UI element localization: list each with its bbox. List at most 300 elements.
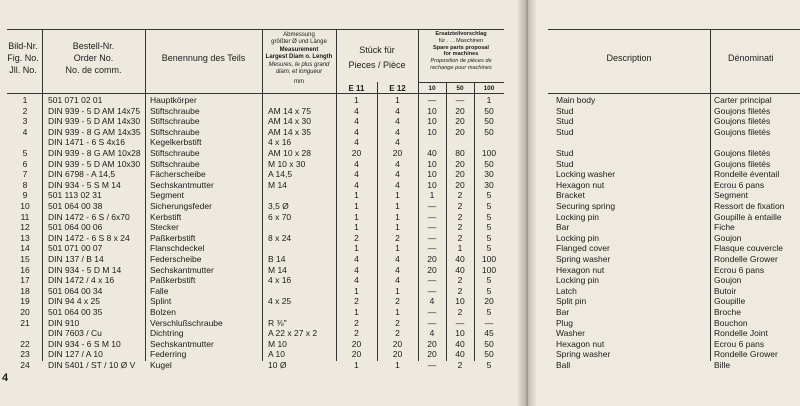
denomination-cell: Ecrou 6 pans	[714, 338, 765, 349]
table-row	[0, 275, 520, 285]
spare-10-cell: 1	[429, 190, 435, 201]
qty-e11-cell: 2	[354, 232, 359, 243]
qty-e12-cell: 1	[395, 211, 400, 222]
spare-10-cell: 20	[427, 349, 437, 360]
part-name-cell: Federscheibe	[150, 254, 202, 264]
spare-50-cell: 2	[457, 201, 463, 211]
table-row	[0, 116, 520, 126]
measure-cell: 4 x 16	[268, 137, 292, 148]
header-stueck	[336, 44, 418, 71]
qty-e12-cell: 2	[395, 232, 400, 243]
order-nr-cell: 501 064 00 34	[48, 285, 103, 296]
spare-50-cell: 20	[455, 179, 465, 190]
translation-row	[536, 137, 800, 147]
translation-row	[536, 201, 800, 211]
spare-10-cell: —	[427, 275, 437, 286]
table-row	[0, 360, 520, 370]
description-cell: Spring washer	[556, 349, 611, 360]
qty-e11-cell: 1	[354, 211, 359, 222]
part-name-cell: Dichtring	[150, 328, 184, 339]
spare-10-cell: 4	[429, 328, 435, 339]
table-row	[0, 148, 520, 158]
spare-100-cell: 100	[481, 148, 497, 158]
measure-cell: B 14	[268, 254, 286, 264]
rule-qty-split	[418, 82, 504, 83]
denomination-cell: Goupille	[714, 296, 746, 307]
header-stueck-en: Pieces / Pièce	[348, 60, 406, 70]
table-row	[0, 307, 520, 317]
table-row	[0, 349, 520, 359]
order-nr-cell: DIN 934 - 6 S M 10	[48, 338, 121, 349]
spare-50-cell: 20	[455, 105, 465, 116]
header-ersatz-1: Ersatzteilvorschlag	[435, 31, 487, 37]
spare-100-cell: 50	[484, 105, 494, 116]
translation-row	[536, 95, 800, 105]
header-ersatz-6: rechange pour machines	[430, 64, 492, 71]
qty-e12-cell: 4	[395, 158, 400, 169]
qty-e11-cell: 2	[354, 317, 359, 328]
qty-e11-cell: 1	[354, 222, 359, 233]
denomination-cell: Goujons filetés	[714, 126, 771, 137]
translation-row	[536, 222, 800, 232]
order-nr-cell: DIN 939 - 5 D AM 14x75	[48, 105, 141, 116]
table-row	[0, 339, 520, 349]
denomination-cell: Broche	[714, 307, 741, 317]
spare-10-cell: —	[427, 201, 437, 211]
order-nr-cell: DIN 1472 / 4 x 16	[48, 275, 115, 286]
table-row	[0, 212, 520, 222]
part-name-cell: Kegelkerbstift	[150, 137, 202, 148]
qty-e12-cell: 1	[395, 243, 400, 254]
part-name-cell: Sechskantmutter	[150, 338, 214, 349]
order-nr-cell: DIN 934 - 5 S M 14	[48, 179, 121, 190]
spare-100-cell: 5	[486, 201, 492, 211]
spare-100-cell: 100	[481, 264, 497, 275]
page-number: 4	[2, 372, 9, 384]
translation-row	[536, 127, 800, 137]
qty-e11-cell: 1	[354, 307, 359, 317]
table-row	[0, 180, 520, 190]
order-nr-cell: DIN 7603 / Cu	[48, 328, 102, 339]
translation-row	[536, 318, 800, 328]
spare-100-cell: 30	[484, 179, 494, 190]
bild-nr-cell: 7	[22, 169, 28, 180]
order-nr-cell: DIN 1472 - 6 S 8 x 24	[48, 232, 130, 243]
spare-100-cell: 50	[484, 349, 494, 360]
qty-e11-cell: 1	[354, 243, 359, 254]
description-cell: Flanged cover	[556, 243, 610, 254]
translation-row	[536, 265, 800, 275]
header-bestell-nr	[42, 40, 145, 76]
rule-header-bottom	[7, 93, 504, 94]
header-ersatz-2: für . . . Maschinen	[438, 37, 484, 44]
measure-cell: 8 x 24	[268, 232, 292, 243]
spare-100-cell: 30	[484, 169, 494, 180]
description-cell: Plug	[556, 317, 574, 328]
header-abmessung-5: Mesures, le plus grand	[268, 61, 330, 68]
description-cell: Spring washer	[556, 254, 611, 264]
description-cell: Stud	[556, 105, 574, 116]
header-abmessung-3: Measurement	[279, 46, 319, 53]
spare-100-cell: 5	[486, 232, 492, 243]
measure-cell: M 14	[268, 264, 287, 275]
order-nr-cell: DIN 939 - 8 G AM 14x35	[48, 126, 141, 137]
order-nr-cell: 501 113 02 31	[48, 190, 102, 201]
order-nr-cell: DIN 939 - 5 D AM 14x30	[48, 116, 141, 127]
measure-cell: M 10 x 30	[268, 158, 306, 169]
translation-row	[536, 296, 800, 306]
bild-nr-cell: 19	[20, 296, 30, 307]
qty-e11-cell: 4	[354, 116, 359, 127]
spare-100-cell: 50	[484, 158, 494, 169]
qty-e11-cell: 1	[354, 190, 359, 201]
table-row	[0, 233, 520, 243]
description-cell: Ball	[556, 360, 571, 370]
part-name-cell: Sicherungsfeder	[150, 201, 212, 211]
bild-nr-cell: 4	[22, 126, 28, 137]
spare-50-cell: 2	[457, 275, 463, 286]
spare-100-cell: 45	[484, 328, 494, 339]
order-nr-cell: 501 064 00 35	[48, 307, 103, 317]
spare-10-cell: —	[427, 222, 437, 233]
description-cell: Main body	[556, 95, 596, 105]
header-qty-100: 100	[483, 85, 495, 92]
spare-100-cell: 5	[486, 285, 492, 296]
spare-100-cell: 100	[481, 254, 497, 264]
order-nr-cell: DIN 6798 - A 14,5	[48, 169, 116, 180]
measure-cell: A 22 x 27 x 2	[268, 328, 318, 339]
qty-e11-cell: 1	[354, 285, 359, 296]
denomination-cell: Rondelle Grower	[714, 254, 778, 264]
header-abmessung-1: Abmessung	[283, 32, 315, 38]
description-cell: Securing spring	[556, 201, 616, 211]
denomination-cell: Segment	[714, 190, 749, 201]
qty-e11-cell: 1	[354, 201, 359, 211]
measure-cell: AM 14 x 75	[268, 105, 311, 116]
table-row	[0, 169, 520, 179]
bild-nr-cell: 12	[20, 222, 30, 233]
qty-e11-cell: 4	[354, 105, 359, 116]
description-cell: Locking pin	[556, 232, 600, 243]
measure-cell: 3,5 Ø	[268, 201, 289, 211]
part-name-cell: Federring	[150, 349, 187, 360]
measure-cell: A 10	[268, 349, 286, 360]
qty-e11-cell: 4	[354, 275, 359, 286]
translation-row	[536, 159, 800, 169]
part-name-cell: Sechskantmutter	[150, 179, 214, 190]
description-cell: Bracket	[556, 190, 585, 201]
denomination-cell: Rondelle éventail	[714, 169, 780, 180]
translation-row	[536, 328, 800, 338]
bild-nr-cell: 8	[22, 179, 28, 190]
header-bild-nr-en: Fig. No.	[7, 53, 39, 63]
qty-e11-cell: 2	[354, 328, 359, 339]
description-cell: Washer	[556, 328, 585, 339]
measure-cell: 4 x 16	[268, 275, 292, 286]
part-name-cell: Falle	[150, 285, 169, 296]
qty-e11-cell: 20	[351, 148, 362, 158]
measure-cell: 4 x 25	[268, 296, 292, 307]
qty-e12-cell: 2	[395, 328, 400, 339]
qty-e11-cell: 4	[354, 169, 359, 180]
spare-50-cell: 20	[455, 169, 465, 180]
spare-100-cell: —	[484, 317, 494, 328]
spare-10-cell: 20	[427, 264, 437, 275]
spare-50-cell: 40	[455, 338, 465, 349]
description-cell: Stud	[556, 126, 574, 137]
right-page	[536, 0, 800, 406]
qty-e12-cell: 4	[395, 169, 400, 180]
right-rule-top	[548, 29, 800, 30]
header-description: Description	[606, 53, 652, 63]
table-row	[0, 106, 520, 116]
spare-100-cell: 5	[486, 211, 492, 222]
part-name-cell: Paßkerbstift	[150, 232, 196, 243]
bild-nr-cell: 11	[20, 211, 30, 222]
translation-row	[536, 190, 800, 200]
part-name-cell: Bolzen	[150, 307, 176, 317]
translation-row	[536, 243, 800, 253]
part-name-cell: Sechskantmutter	[150, 264, 214, 275]
header-e12: E 12	[389, 84, 406, 93]
translation-row	[536, 254, 800, 264]
header-ersatz-3: Spare parts proposal	[433, 44, 489, 51]
qty-e12-cell: 4	[395, 137, 400, 148]
part-name-cell: Stiftschraube	[150, 105, 200, 116]
header-bestell-nr-en: Order No.	[73, 53, 114, 63]
qty-e12-cell: 4	[395, 264, 400, 275]
bild-nr-cell: 21	[20, 317, 30, 328]
qty-e12-cell: 20	[392, 148, 403, 158]
qty-e11-cell: 4	[354, 158, 359, 169]
qty-e11-cell: 20	[351, 338, 362, 349]
order-nr-cell: DIN 939 - 5 D AM 10x30	[48, 158, 141, 169]
qty-e11-cell: 4	[354, 179, 359, 190]
table-row	[0, 296, 520, 306]
spare-10-cell: 4	[429, 296, 435, 307]
measure-cell: AM 14 x 30	[268, 116, 311, 127]
right-rule-header-bottom	[548, 93, 800, 94]
spare-10-cell: 10	[427, 169, 437, 180]
spare-10-cell: 10	[427, 126, 437, 137]
table-row	[0, 137, 520, 147]
qty-e11-cell: 4	[354, 137, 359, 148]
spare-50-cell: 40	[455, 349, 465, 360]
denomination-cell: Bille	[714, 360, 731, 370]
spare-10-cell: 10	[427, 116, 437, 127]
bild-nr-cell: 9	[22, 190, 28, 201]
spare-50-cell: 20	[455, 126, 465, 137]
header-ersatz-5: Proposition de pièces de	[430, 58, 492, 65]
table-row	[0, 286, 520, 296]
description-cell: Bar	[556, 307, 570, 317]
spare-100-cell: 1	[486, 95, 492, 105]
translation-row	[536, 169, 800, 179]
spare-100-cell: 5	[486, 243, 492, 254]
order-nr-cell: DIN 127 / A 10	[48, 349, 103, 360]
part-name-cell: Stiftschraube	[150, 148, 200, 158]
part-name-cell: Segment	[150, 190, 185, 201]
spare-50-cell: 2	[457, 232, 463, 243]
bild-nr-cell: 20	[20, 307, 30, 317]
qty-e12-cell: 4	[395, 179, 400, 190]
denomination-cell: Goujons filetés	[714, 148, 771, 158]
order-nr-cell: DIN 910	[48, 317, 80, 328]
translation-row	[536, 116, 800, 126]
qty-e11-cell: 4	[354, 126, 359, 137]
denomination-cell: Goujon	[714, 232, 742, 243]
spare-50-cell: 2	[457, 222, 463, 233]
table-row	[0, 190, 520, 200]
qty-e12-cell: 1	[395, 201, 400, 211]
bild-nr-cell: 17	[20, 275, 30, 286]
table-row	[0, 318, 520, 328]
header-abmessung-6: diam, et longueur	[275, 69, 323, 76]
description-cell: Hexagon nut	[556, 338, 605, 349]
spare-100-cell: 5	[486, 307, 492, 317]
rule-top	[7, 29, 504, 30]
spare-50-cell: 2	[457, 190, 463, 201]
description-cell: Bar	[556, 222, 570, 233]
measure-cell: 6 x 70	[268, 211, 292, 222]
denomination-cell: Flasque couvercle	[714, 243, 783, 254]
denomination-cell: Goujons filetés	[714, 116, 771, 127]
translation-row	[536, 307, 800, 317]
table-row	[0, 222, 520, 232]
qty-e12-cell: 4	[395, 116, 400, 127]
translation-row	[536, 339, 800, 349]
spare-50-cell: 20	[455, 158, 465, 169]
denomination-cell: Goujon	[714, 275, 742, 286]
spare-100-cell: 5	[486, 222, 492, 233]
spare-100-cell: 20	[484, 296, 494, 307]
spare-50-cell: 2	[457, 285, 463, 296]
denomination-cell: Bouchon	[714, 317, 748, 328]
header-abmessung-unit: mm	[294, 79, 304, 86]
spare-100-cell: 5	[486, 360, 492, 370]
qty-e11-cell: 20	[351, 349, 362, 360]
qty-e11-cell: 1	[354, 360, 359, 370]
header-benennung: Benennung des Teils	[161, 53, 246, 63]
order-nr-cell: DIN 5401 / ST / 10 Ø V	[48, 360, 136, 370]
qty-e12-cell: 4	[395, 254, 400, 264]
part-name-cell: Hauptkörper	[150, 95, 197, 105]
spare-50-cell: 2	[457, 211, 463, 222]
header-bild-nr	[4, 40, 42, 76]
denomination-cell: Ressort de fixation	[714, 201, 785, 211]
part-name-cell: Kugel	[150, 360, 172, 370]
order-nr-cell: 501 064 00 38	[48, 201, 103, 211]
denomination-cell: Goujons filetés	[714, 105, 771, 116]
spare-100-cell: 50	[484, 126, 494, 137]
order-nr-cell: 501 071 02 01	[48, 95, 103, 105]
header-denomination: Dénominati	[728, 53, 774, 63]
description-cell: Hexagon nut	[556, 179, 605, 190]
spare-10-cell: —	[427, 307, 437, 317]
translation-row	[536, 180, 800, 190]
denomination-cell: Fiche	[714, 222, 735, 233]
order-nr-cell: 501 071 00 07	[48, 243, 103, 254]
translation-row	[536, 360, 800, 370]
spare-50-cell: 40	[455, 264, 465, 275]
qty-e12-cell: 1	[395, 285, 400, 296]
qty-e11-cell: 4	[354, 254, 359, 264]
bild-nr-cell: 23	[20, 349, 30, 360]
qty-e12-cell: 4	[395, 275, 400, 286]
header-ersatz	[418, 31, 504, 72]
table-row	[0, 95, 520, 105]
spare-100-cell: 5	[486, 275, 492, 286]
header-qty-10: 10	[428, 85, 436, 92]
measure-cell: M 14	[268, 179, 287, 190]
bild-nr-cell: 1	[22, 95, 28, 105]
part-name-cell: Stecker	[150, 222, 179, 233]
table-row	[0, 254, 520, 264]
part-name-cell: Stiftschraube	[150, 126, 200, 137]
table-row	[0, 243, 520, 253]
measure-cell: AM 10 x 28	[268, 148, 311, 158]
translation-row	[536, 233, 800, 243]
translation-row	[536, 148, 800, 158]
spare-10-cell: 10	[427, 105, 437, 116]
spare-10-cell: —	[427, 317, 437, 328]
bild-nr-cell: 5	[22, 148, 28, 158]
description-cell: Locking pin	[556, 275, 600, 286]
qty-e12-cell: 1	[395, 222, 400, 233]
part-name-cell: Verschlußschraube	[150, 317, 223, 328]
bild-nr-cell: 13	[20, 232, 30, 243]
spare-50-cell: 20	[455, 116, 465, 127]
translation-row	[536, 286, 800, 296]
header-abmessung-2: größter Ø und Länge	[271, 39, 327, 46]
qty-e12-cell: 4	[395, 105, 400, 116]
qty-e11-cell: 4	[354, 264, 359, 275]
spare-10-cell: —	[427, 243, 437, 254]
header-bild-nr-de: Bild-Nr.	[8, 41, 38, 51]
table-row	[0, 127, 520, 137]
bild-nr-cell: 18	[20, 285, 30, 296]
spare-50-cell: —	[455, 317, 465, 328]
spare-10-cell: —	[427, 232, 437, 243]
bild-nr-cell: 14	[20, 243, 30, 254]
order-nr-cell: DIN 934 - 5 D M 14	[48, 264, 122, 275]
part-name-cell: Stiftschraube	[150, 116, 200, 127]
part-name-cell: Kerbstift	[150, 211, 182, 222]
part-name-cell: Stiftschraube	[150, 158, 200, 169]
spare-10-cell: 40	[427, 148, 437, 158]
book-gutter	[518, 0, 536, 406]
bild-nr-cell: 22	[20, 338, 30, 349]
measure-cell: AM 14 x 35	[268, 126, 311, 137]
qty-e12-cell: 20	[392, 338, 403, 349]
spare-50-cell: 10	[455, 328, 465, 339]
spare-50-cell: 1	[457, 243, 463, 254]
header-e11: E 11	[348, 84, 365, 93]
qty-e11-cell: 1	[354, 95, 359, 105]
measure-cell: M 10	[268, 338, 287, 349]
header-bestell-nr-fr: No. de comm.	[65, 65, 122, 75]
spare-10-cell: —	[427, 211, 437, 222]
header-ersatz-4: for machines	[443, 51, 479, 58]
spare-10-cell: —	[427, 95, 437, 105]
qty-e11-cell: 2	[354, 296, 359, 307]
header-bild-nr-fr: Jll. No.	[9, 65, 37, 75]
qty-e12-cell: 2	[395, 317, 400, 328]
qty-e12-cell: 4	[395, 126, 400, 137]
bild-nr-cell: 2	[22, 105, 28, 116]
part-name-cell: Splint	[150, 296, 172, 307]
denomination-cell: Rondelle Grower	[714, 349, 778, 360]
